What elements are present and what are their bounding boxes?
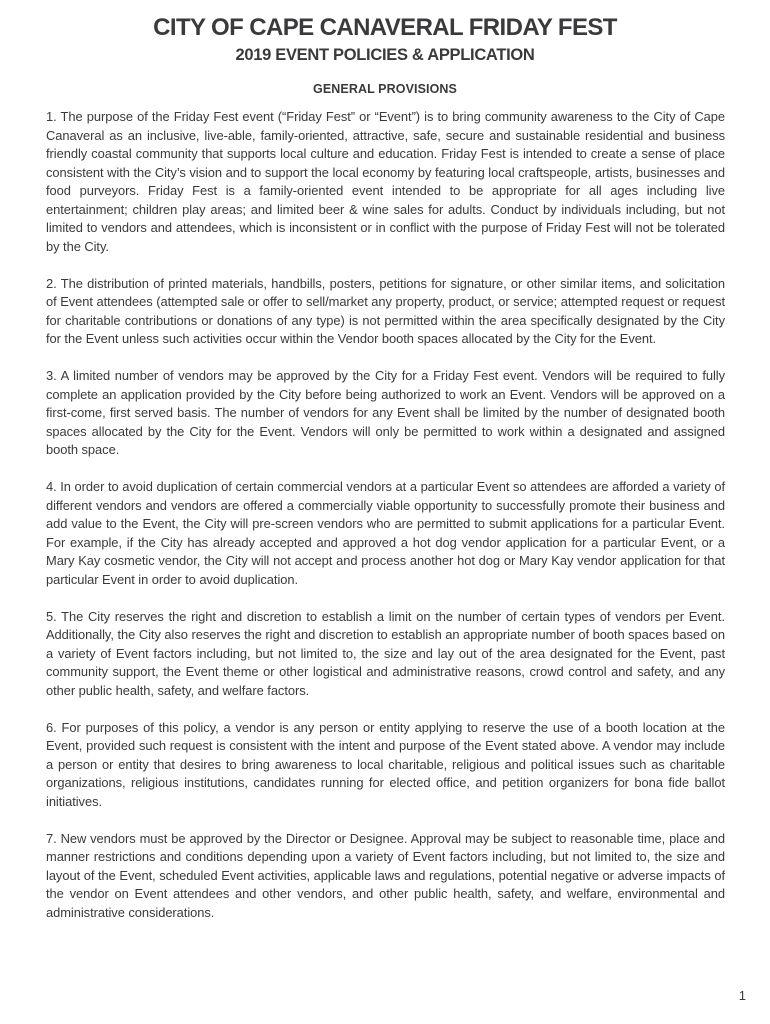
provision-paragraph-3: 3. A limited number of vendors may be approved by the City for a Friday Fest event. Vendors will be required to fully complete an application provided by the City before being authorized to work an Event. Vendors will be approved on a first-come, first served basis. The number of vendors for any Event shall be limited by the number of designated booth spaces allocated by the City for the Event. Vendors will only be permitted to work within a designated and assigned booth space. [46, 368, 725, 457]
provision-paragraph-7: 7. New vendors must be approved by the Director or Designee. Approval may be subject to reasonable time, place and manner restrictions and conditions depending upon a variety of Event factors including, but not limited to, the size and layout of the Event, scheduled Event activities, applicable laws and regulations, potential negative or adverse impacts of the vendor on Event attendees and other vendors, and other public health, safety, and welfare, environmental and administrative considerations. [46, 830, 725, 920]
document-subtitle: 2019 EVENT POLICIES & APPLICATION [235, 46, 535, 64]
page-number: 1 [738, 988, 746, 1003]
provision-paragraph-5: 5. The City reserves the right and discretion to establish a limit on the number of certain types of vendors per Event. Additionally, the City also reserves the right and discretion to establish an appropriate number of booth spaces based on a variety of Event factors including, but not limited to, the size and lay out of the area designated for the Event, past community support, the Event theme or other logistical and administrative reasons, crowd control and safety, and any other public health, safety, and welfare factors. [46, 608, 725, 698]
provision-paragraph-2: 2. The distribution of printed materials, handbills, posters, petitions for signature, or other similar items, and solicitation of Event attendees (attempted sale or offer to sell/market any property, product, or service; attempted request or request for charitable contributions or donations of any type) is not permitted within the area specifically designated by the City for the Event unless such activities occur within the Vendor booth spaces allocated by the City for the Event. [46, 275, 725, 346]
provision-paragraph-6: 6. For purposes of this policy, a vendor is any person or entity applying to reserve the use of a booth location at the Event, provided such request is consistent with the intent and purpose of the Event stated above. A vendor may include a person or entity that desires to bring awareness to local charitable, religious and political issues such as charitable organizations, religious institutions, candidates running for elected office, and petition organizers for bona fide ballot initiatives. [46, 719, 725, 809]
document-title: CITY OF CAPE CANAVERAL FRIDAY FEST [153, 14, 617, 41]
provision-paragraph-1: 1. The purpose of the Friday Fest event (“Friday Fest” or “Event”) is to bring community awareness to the City of Cape Canaveral as an inclusive, live-able, family-oriented, attractive, safe, secure and sustainable residential and business friendly coastal community that supports local culture and education. Friday Fest is intended to create a sense of place consistent with the City’s vision and to support the local economy by featuring local craftspeople, artists, businesses and food purveyors. Friday Fest is a family-oriented event intended to be appropriate for all ages including live entertainment; children play areas; and limited beer & wine sales for adults. Conduct by individuals including, but not limited to vendors and attendees, which is inconsistent or in conflict with the purpose of Friday Fest will not be tolerated by the City. [46, 109, 725, 254]
provisions-body [46, 108, 725, 941]
provision-paragraph-4: 4. In order to avoid duplication of certain commercial vendors at a particular Event so attendees are afforded a variety of different vendors and vendors are offered a commercially viable opportunity to successfully promote their business and add value to the Event, the City will pre-screen vendors who are permitted to submit applications for a particular Event. For example, if the City has already accepted and approved a hot dog vendor application for a particular Event, or a Mary Kay cosmetic vendor, the City will not accept and process another hot dog or Mary Kay vendor application for that particular Event in order to avoid duplication. [46, 479, 725, 587]
section-heading: GENERAL PROVISIONS [313, 82, 457, 96]
